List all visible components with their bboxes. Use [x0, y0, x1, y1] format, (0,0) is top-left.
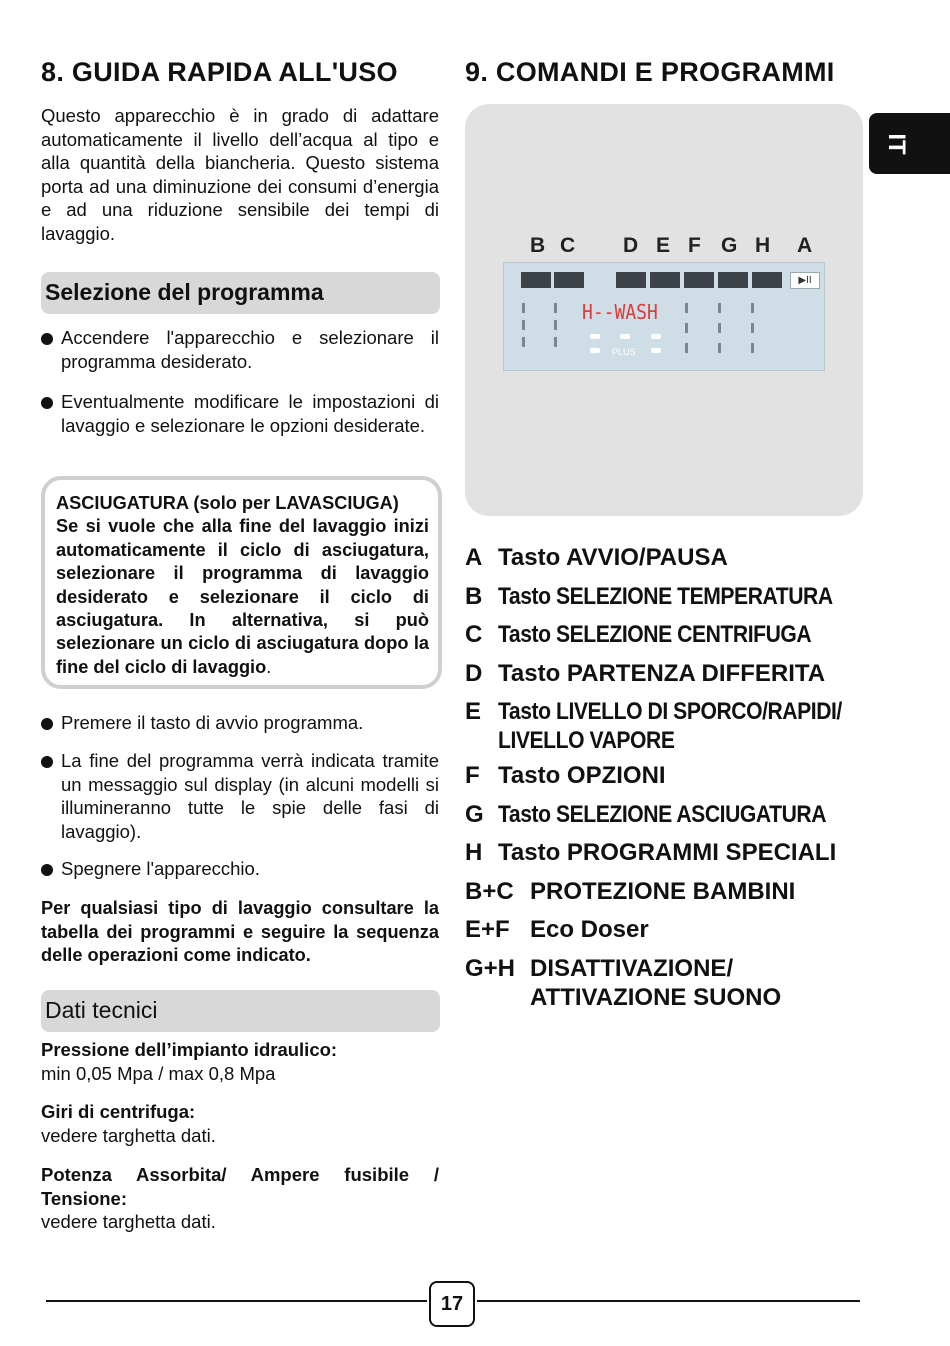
key-letter: B	[530, 234, 546, 257]
indicator-dash	[590, 334, 600, 339]
bullet-icon	[41, 333, 53, 345]
key-letter: F	[688, 234, 701, 257]
bullet-icon	[41, 718, 53, 730]
indicator-tick	[751, 343, 754, 353]
intro-paragraph: Questo apparecchio è in grado di adattare automaticamente il livello dell’acqua al tipo e alla quantità della biancheria. Questo sistema porta ad una diminuzione dei consumi d’energia e ad una riduzione sensibile dei tempi di lavaggio.	[41, 105, 439, 244]
indicator-tick	[554, 320, 557, 330]
bullet-item: Spegnere l'apparecchio.	[41, 857, 439, 881]
indicator-tick	[718, 343, 721, 353]
dati-item: Potenza Assorbita/ Ampere fusibile / Tensione: vedere targhetta dati.	[41, 1164, 439, 1232]
indicator-tick	[718, 323, 721, 333]
page-number: 17	[429, 1281, 475, 1327]
language-tab-label: IT	[883, 133, 910, 155]
bullet-item: La fine del programma verrà indicata tramite un messaggio sul display (in alcuni modelli si illumineranno tutte le spie delle fasi di lavaggio).	[41, 749, 439, 843]
indicator-tick	[685, 323, 688, 333]
key-letter: D	[623, 234, 639, 257]
display-plus-label: PLUS	[612, 347, 636, 357]
asciugatura-box	[41, 476, 442, 689]
key-letter: G	[721, 234, 738, 257]
panel-button	[554, 272, 584, 288]
indicator-tick	[718, 303, 721, 313]
indicator-tick	[522, 320, 525, 330]
panel-button	[650, 272, 680, 288]
dati-title: Dati tecnici	[45, 997, 158, 1023]
bullet-item: Accendere l'apparecchio e selezionare il programma desiderato.	[41, 326, 439, 373]
panel-button	[684, 272, 714, 288]
section-8-title: 8. GUIDA RAPIDA ALL'USO	[41, 57, 398, 87]
key-letter: E	[656, 234, 671, 257]
dati-item: Giri di centrifuga: vedere targhetta dati.	[41, 1101, 216, 1146]
indicator-tick	[751, 303, 754, 313]
indicator-tick	[751, 323, 754, 333]
box-text: Se si vuole che alla fine del lavaggio inizi automaticamente il ciclo di asciugatura, selezionare il programma di lavaggio desiderato e selezionare il ciclo di asciugatura. In alternativa, si può selezionare un ciclo di asciugatura dopo la fine del ciclo di lavaggio.	[56, 516, 429, 677]
box-heading: ASCIUGATURA (solo per LAVASCIUGA)	[56, 493, 399, 513]
bullet-item: Eventualmente modificare le impostazioni di lavaggio e selezionare le opzioni desiderate.	[41, 390, 439, 437]
indicator-tick	[685, 343, 688, 353]
indicator-tick	[522, 303, 525, 313]
program-note: Per qualsiasi tipo di lavaggio consultare la tabella dei programmi e seguire la sequenza delle operazioni come indicato.	[41, 898, 439, 965]
bullet-icon	[41, 756, 53, 768]
indicator-tick	[554, 337, 557, 347]
footer-rule	[477, 1300, 860, 1302]
key-letter: H	[755, 234, 771, 257]
language-tab	[869, 113, 950, 174]
indicator-tick	[685, 303, 688, 313]
panel-button	[752, 272, 782, 288]
panel-button	[616, 272, 646, 288]
panel-button	[521, 272, 551, 288]
key-letter: A	[797, 234, 813, 257]
key-letter: C	[560, 234, 576, 257]
bullet-item: Premere il tasto di avvio programma.	[41, 711, 439, 735]
indicator-dash	[651, 348, 661, 353]
play-pause-icon: ▶II	[790, 272, 820, 289]
footer-rule	[46, 1300, 427, 1302]
dati-header	[41, 990, 440, 1032]
indicator-dash	[590, 348, 600, 353]
selezione-header	[41, 272, 440, 314]
dati-item: Pressione dell’impianto idraulico: min 0,05 Mpa / max 0,8 Mpa	[41, 1039, 338, 1084]
indicator-tick	[554, 303, 557, 313]
bullet-icon	[41, 864, 53, 876]
display-readout: H--WASH	[582, 300, 658, 324]
indicator-dash	[651, 334, 661, 339]
indicator-tick	[522, 337, 525, 347]
indicator-dash	[620, 334, 630, 339]
panel-button	[718, 272, 748, 288]
bullet-icon	[41, 397, 53, 409]
section-9-title: 9. COMANDI E PROGRAMMI	[465, 57, 835, 87]
selezione-title: Selezione del programma	[45, 279, 324, 305]
